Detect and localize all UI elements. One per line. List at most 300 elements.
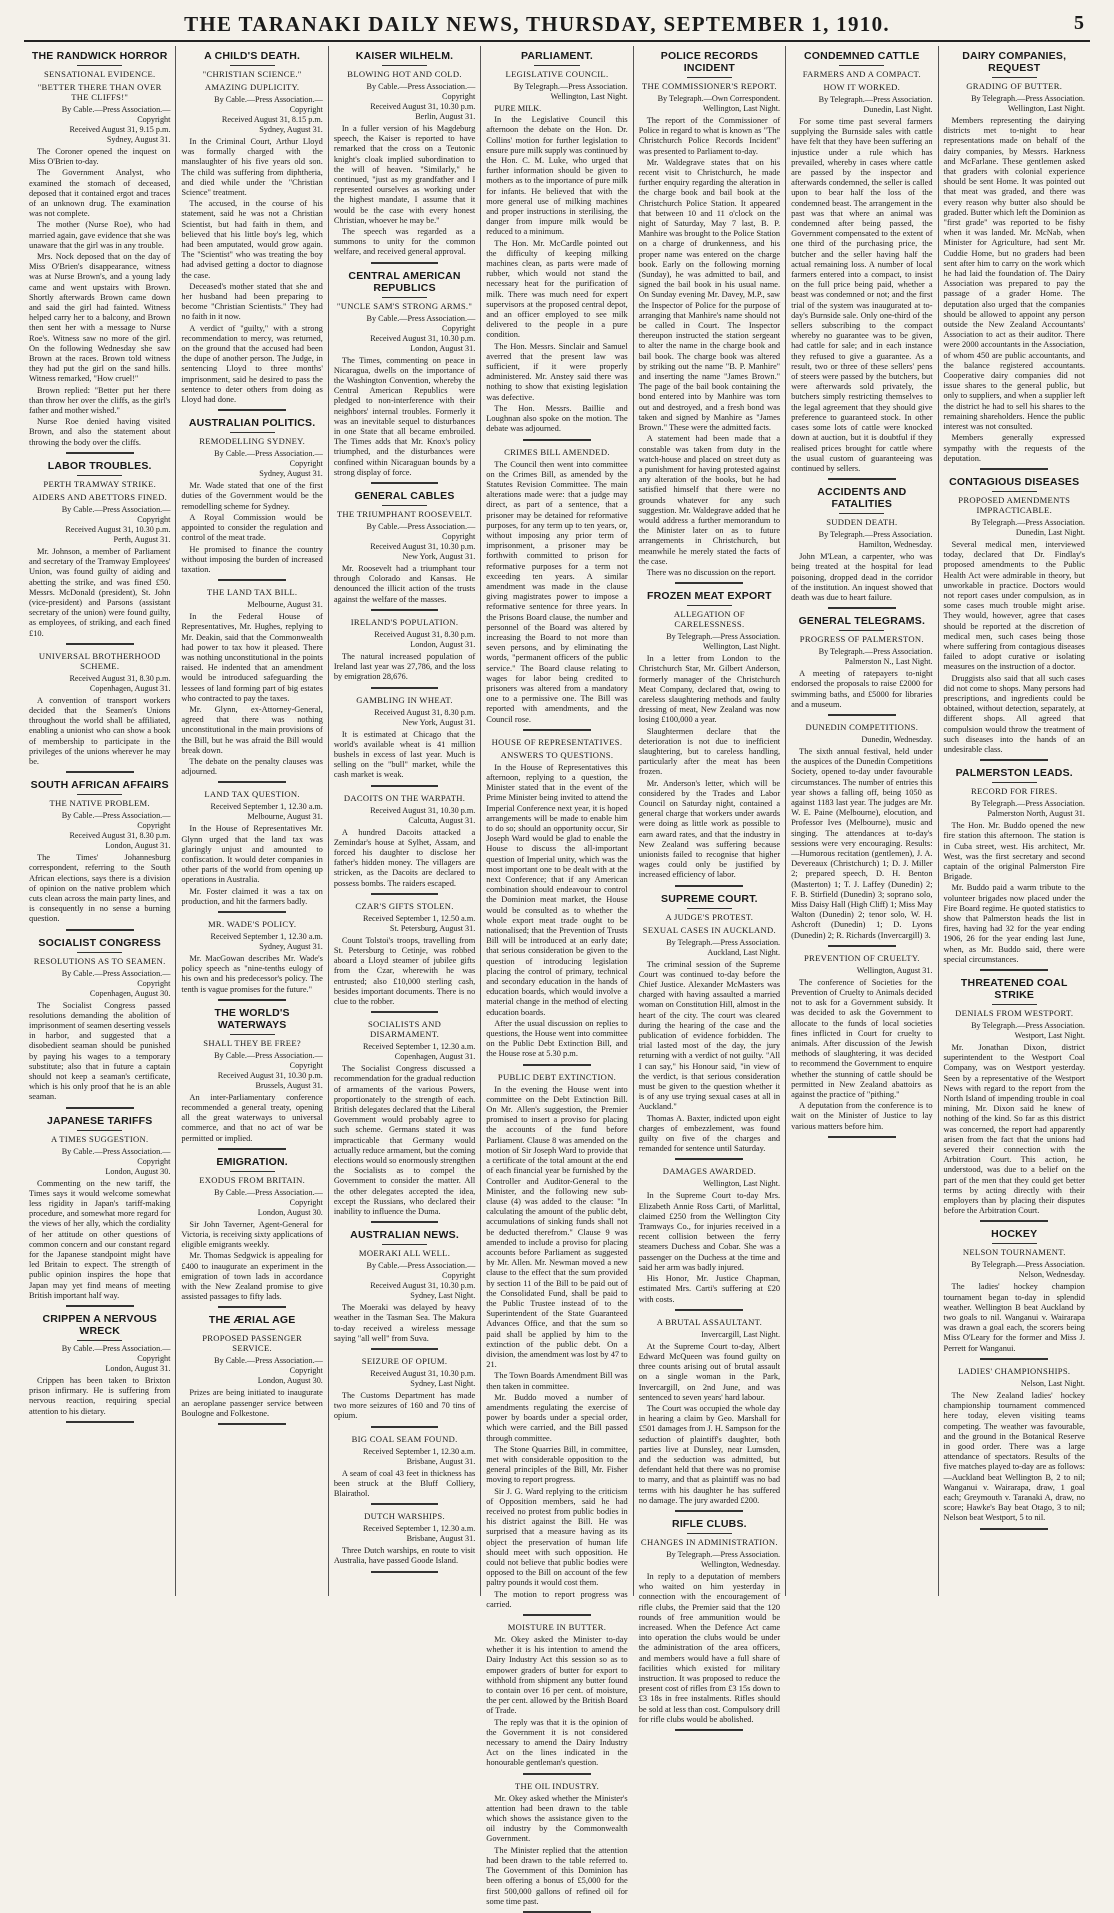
headline: THREATENED COAL STRIKE bbox=[960, 977, 1068, 1002]
dateline bbox=[29, 105, 170, 145]
dateline bbox=[29, 1344, 170, 1374]
article-paragraph: Deceased's mother stated that she and her husband had been preparing to become "Christian Scientists." They had no faith in it now. bbox=[181, 281, 323, 322]
subheadline: SHALL THEY BE FREE? bbox=[203, 1037, 302, 1048]
article-paragraph: Commenting on the new tariff, the Times says it would welcome somewhat less rigidity in Japan's tariff-making procedure, and somewhat more regard for the views of her ally, which the cordiality of her attitude on other questions of common concern and our constant regard for the Japanese standpoint might have led Britain to expect. The strength of public opinion inspires the hope that Japan may yet find means of meeting British important half way. bbox=[29, 1178, 171, 1300]
article-paragraph: The criminal session of the Supreme Court was continued to-day before the Chief Justice. Alexander McMasters was charged with having assaulted a married woman on Constitution Hill, almost in the heart of the city. The court was cleared during the hearing of the case and the publication of evidence forbidden. The trial lasted most of the day, the jury returning with a verdict of not guilty. "All I can say," his Honour said, "in view of the verdict, is that serious consideration must be given to the question whether it is of any use trying sexual cases at all in Auckland." bbox=[638, 959, 781, 1112]
dateline-line: London, August 31. bbox=[105, 841, 171, 851]
article-paragraph: Mr. Wade stated that one of the first duties of the Government would be the remodelling scheme for Sydney. bbox=[181, 481, 323, 511]
article-divider bbox=[675, 1158, 743, 1160]
article-divider bbox=[980, 1528, 1048, 1530]
article-divider bbox=[371, 1011, 439, 1013]
headline-rule bbox=[77, 475, 122, 476]
article bbox=[944, 977, 1085, 1222]
article bbox=[639, 893, 780, 1161]
dateline-line: Wellington, August 31. bbox=[856, 965, 933, 975]
article bbox=[791, 50, 932, 480]
dateline-line: By Cable.—Press Association.—Copyright bbox=[61, 968, 171, 988]
article-paragraph: The conference of Societies for the Prevention of Cruelty to Animals decided not to ask for a Government subsidy. It was decided to ask the Government to allocate to the funds of local societies fines inflicted in Court for cruelty to animals. After discussion of the Jewish methods of slaughtering, it was decided to recommend the Government to enquire whether the stunning of cattle should be permitted in New Zealand abattoirs as against the practice of "pithing." bbox=[791, 977, 933, 1100]
article bbox=[181, 1314, 322, 1425]
dateline-line: By Telegraph.—Own Correspondent. bbox=[657, 94, 781, 103]
headline-rule bbox=[382, 297, 427, 298]
article bbox=[334, 695, 475, 787]
headline: AUSTRALIAN NEWS. bbox=[350, 1229, 459, 1242]
column-4 bbox=[481, 46, 633, 1906]
article-divider bbox=[218, 1148, 286, 1150]
dateline-line: By Telegraph.—Press Association. bbox=[971, 1260, 1085, 1270]
dateline bbox=[791, 95, 932, 115]
dateline bbox=[944, 799, 1085, 819]
article-divider bbox=[371, 785, 439, 787]
dateline bbox=[791, 647, 932, 667]
article-paragraph: The debate on the penalty clauses was adjourned. bbox=[181, 756, 323, 777]
article-divider bbox=[523, 1773, 591, 1775]
article bbox=[334, 1229, 475, 1350]
headline-rule bbox=[534, 65, 579, 66]
article-divider bbox=[675, 1309, 743, 1311]
headline: PARLIAMENT. bbox=[520, 50, 593, 62]
article-paragraph: Prizes are being initiated to inaugurate an aeroplane passenger service between Boulogne and Folkestone. bbox=[181, 1388, 323, 1418]
article-paragraph: Mr. Thomas Sedgwick is appealing for £400 to inaugurate an experiment in the emigration of town lads in accordance with the New Zealand promise to give assisted passages to fifty lads. bbox=[181, 1251, 323, 1302]
headline-rule bbox=[687, 908, 732, 909]
article-paragraph: Count Tolstoi's troops, travelling from St. Petersburg to Cetinje, was robbed aboard a Lloyd steamer of jubilee gifts from the Czar, wherewith he was entrusted; also £10,000 sterling cash, besides important documents. There is no clue to the robber. bbox=[333, 935, 476, 1006]
subheadline: DENIALS FROM WESTPORT. bbox=[955, 1008, 1074, 1019]
subheadline: NELSON TOURNAMENT. bbox=[962, 1247, 1066, 1258]
article-paragraph: Sir John Taverner, Agent-General for Victoria, is receiving sixty applications of eligible emigrants weekly. bbox=[181, 1219, 323, 1250]
article-paragraph: In a fuller version of his Magdeburg speech, the Kaiser is reported to have remarked that the cross on a Teutonic knight's cloak implied subordination to the will of heaven. "Similarly," he continued, "just as my grandfather and I represented ourselves as working under the highest mandate, I assume that it would be the case with every honest Christian, whoever he may be." bbox=[333, 124, 476, 225]
headline-rule bbox=[992, 77, 1037, 78]
headline-rule bbox=[687, 77, 732, 78]
subheadline: "UNCLE SAM'S STRONG ARMS." bbox=[336, 300, 473, 311]
article-divider bbox=[371, 1348, 439, 1350]
dateline-line: By Telegraph.—Press Association. bbox=[666, 632, 781, 642]
headline: GENERAL TELEGRAMS. bbox=[798, 615, 926, 628]
dateline bbox=[944, 1021, 1085, 1041]
article bbox=[334, 490, 475, 611]
headline: RIFLE CLUBS. bbox=[672, 1517, 747, 1530]
dateline bbox=[29, 1147, 170, 1177]
headline-rule bbox=[77, 65, 122, 66]
article-divider bbox=[66, 1305, 134, 1307]
article-divider bbox=[828, 478, 896, 480]
article-paragraph: Sir J. G. Ward replying to the criticism of Opposition members, said he had received no protest from public bodies in his district against the Bill. He was surprised that a measure having as its object the preservation of human life should meet with such opposition. He could not believe that public bodies were opposed to the Bill on account of the few paltry pounds it would cost them. bbox=[486, 1486, 628, 1588]
dateline-line: St. Petersburg, August 31. bbox=[389, 923, 476, 933]
article-paragraph: A meeting of ratepayers to-night endorsed the proposals to raise £2000 for swimming baths, and £5000 for libraries and a museum. bbox=[791, 669, 933, 709]
headline-rule bbox=[687, 1533, 732, 1534]
dateline bbox=[334, 314, 475, 354]
dateline bbox=[334, 1261, 475, 1301]
newspaper-columns bbox=[24, 46, 1090, 1906]
dateline bbox=[639, 94, 780, 114]
article-paragraph: In the House of Representatives Mr. Glynn urged that the land tax was glaringly unjust and amounted to confiscation. It would deter companies in other parts of the world from opening up operations in Australia. bbox=[181, 824, 323, 885]
headline: PALMERSTON LEADS. bbox=[955, 767, 1073, 780]
subheadline: PROGRESS OF PALMERSTON. bbox=[799, 634, 924, 645]
article-paragraph: Mrs. Nock deposed that on the day of Miss O'Brien's disappearance, witness was at Nurse Brown's, and a young lady came and went upstairs with Brown. Shortly afterwards Brown came down and said the girl had fainted. Witness helped carry her to a balcony, and Brown then sent her with a message to Nurse Roe's. Witness saw no more of the girl. On the following Wednesday she saw Brown at the races. Brown told witness they had put the girl on the sand hills. Witness remarked, "How cruel!" bbox=[29, 252, 171, 384]
masthead bbox=[24, 8, 1090, 42]
article bbox=[944, 1366, 1085, 1530]
article-divider bbox=[523, 729, 591, 731]
dateline bbox=[334, 522, 475, 562]
dateline-line: By Telegraph.—Press Association. bbox=[818, 530, 933, 540]
headline: KAISER WILHELM. bbox=[355, 50, 454, 62]
article-paragraph: Mr. Jonathan Dixon, district superintendent to the Westport Coal Company, was on Westport yesterday. Seen by a representative of the Westport News with regard to the report from the North Island of impending trouble in coal mining, Mr. Dixon said he knew of nothing of the kind. So far as this district was concerned, the report had apparently arisen from the fact that the unions had severed their connection with the Arbitration Court. This action, he understood, was due to a belief on the part of the men that they could get better terms by acting directly with their employers than by placing their disputes before the Arbitration Court. bbox=[943, 1043, 1085, 1216]
article bbox=[944, 476, 1085, 761]
article-paragraph: The natural increased population of Ireland last year was 27,786, and the loss by emigration 28,676. bbox=[333, 651, 476, 682]
dateline bbox=[181, 1188, 322, 1218]
dateline-line: Wellington, Last Night. bbox=[1007, 104, 1085, 113]
headline-rule bbox=[687, 605, 732, 606]
dateline bbox=[29, 505, 170, 545]
dateline bbox=[791, 966, 932, 976]
article-paragraph: PURE MILK. bbox=[494, 104, 542, 113]
article-paragraph: He promised to finance the country without imposing the burden of increased taxation. bbox=[181, 544, 323, 574]
headline-rule bbox=[992, 1004, 1037, 1005]
article-paragraph: A deputation from the conference is to wait on the Minister of Justice to lay various matters before him. bbox=[791, 1101, 933, 1131]
dateline bbox=[334, 82, 475, 122]
article-divider bbox=[675, 1510, 743, 1512]
article bbox=[29, 460, 170, 645]
article-paragraph: The speech was regarded as a summons to unity for the common welfare, and received general approval. bbox=[333, 227, 476, 257]
dateline bbox=[334, 1524, 475, 1544]
headline: A CHILD'S DEATH. bbox=[204, 50, 301, 62]
subheadline: DUTCH WARSHIPS. bbox=[364, 1511, 445, 1522]
article-paragraph: In a letter from London to the Christchurch Star, Mr. Gilbert Anderson, formerly manager of the Christchurch Meat Company, declared that, owing to careless slaughtering methods and faulty dressing of meat, New Zealand was now losing £100,000 a year. bbox=[638, 654, 781, 725]
dateline-line: Dunedin, Last Night. bbox=[863, 105, 933, 114]
article bbox=[944, 767, 1085, 971]
article-divider bbox=[371, 687, 439, 689]
headline: DAIRY COMPANIES, REQUEST bbox=[962, 50, 1067, 74]
article bbox=[334, 50, 475, 264]
dateline-line: By Cable.—Press Association.—Copyright bbox=[366, 82, 476, 101]
subheadline: EXODUS FROM BRITAIN. bbox=[199, 1174, 306, 1185]
dateline-line: Nelson, Last Night. bbox=[1020, 1378, 1085, 1388]
article bbox=[334, 793, 475, 895]
column-3 bbox=[329, 46, 481, 1596]
dateline-line: Received August 31, 8.30 p.m. bbox=[374, 629, 476, 639]
dateline-line: Copenhagen, August 30. bbox=[89, 988, 171, 998]
article-divider bbox=[980, 468, 1048, 470]
article-paragraph: The accused, in the course of his statement, said he was not a Christian Scientist, but had faith in them, and believed that his little boy's leg, which had been amputated, would grow again. The "Scientist" who was treating the boy had advised getting a doctor to diagnose the case. bbox=[181, 199, 323, 280]
headline: SUPREME COURT. bbox=[661, 892, 758, 905]
dateline bbox=[181, 1051, 322, 1091]
subheadline: DUNEDIN COMPETITIONS. bbox=[805, 721, 919, 732]
article-divider bbox=[523, 439, 591, 441]
dateline bbox=[181, 1356, 322, 1386]
headline-rule bbox=[77, 952, 122, 953]
dateline bbox=[181, 932, 322, 952]
dateline bbox=[181, 600, 322, 610]
article bbox=[486, 1781, 627, 1913]
dateline-line: By Telegraph.—Press Association. bbox=[818, 647, 933, 657]
dateline-line: By Telegraph.—Press Association. bbox=[666, 937, 781, 947]
dateline-line: Received August 31, 10.30 p.m. bbox=[217, 1070, 323, 1080]
dateline-line: By Telegraph.—Press Association. bbox=[818, 95, 933, 104]
article-paragraph: An inter-Parliamentary conference recommended a general treaty, opening all the great waterways to universal commerce, and that no act of war be permitted or implied. bbox=[181, 1092, 323, 1143]
article-paragraph: The Government Analyst, who examined the stomach of deceased, deposed that it contained ergot and traces of an unknown drug. The examination was not complete. bbox=[29, 168, 171, 219]
dateline-line: London, August 31. bbox=[410, 639, 476, 649]
headline-rule bbox=[230, 432, 275, 433]
article-divider bbox=[371, 1571, 439, 1573]
dateline-line: By Cable.—Press Association.—Copyright bbox=[214, 95, 323, 114]
headline-rule bbox=[77, 1130, 122, 1131]
article-divider bbox=[523, 1064, 591, 1066]
subheadline: AIDERS AND ABETTORS FINED. bbox=[32, 491, 168, 502]
subheadline: CRIMES BILL AMENDED. bbox=[504, 446, 610, 457]
article-paragraph: The Hon. Mr. Buddo opened the new fire station this afternoon. The station is in Cuba street, west. His architect, Mr. West, was the first secretary and second captain of the original Palmerston Fire Brigade. bbox=[943, 821, 1085, 882]
subheadline: THE NATIVE PROBLEM. bbox=[49, 798, 150, 809]
article-divider bbox=[218, 911, 286, 913]
subheadline: DACOITS ON THE WARPATH. bbox=[343, 792, 466, 803]
article bbox=[334, 1434, 475, 1506]
article-divider bbox=[828, 607, 896, 609]
dateline-line: Received September 1, 12.30 a.m. bbox=[210, 802, 323, 812]
subheadline: SOCIALISTS AND DISARMAMENT. bbox=[367, 1019, 442, 1040]
article-paragraph: In the House of Representatives this afternoon, replying to a question, the Minister stated that in the event of the Prime Minister being invited to attend the Imperial Conference next year, it is hoped arrangements will be made to enable him to do so; should an opportunity occur, Sir Joseph Ward would be glad to enable the House to discuss the all-important question of Imperial unity, which was the most important one to be dealt with at the next Conference; that if any American combination should endeavour to control the Dominion meat market, the House would be consulted as to whether the whole export meat trade ought to be nationalised; that the Prevention of Trusts Bill will be introduced at an early date; that serious consideration be given to the question of introducing legislation placing the control of primary, technical and secondary education in the hands of education boards, which would involve a material change in the method of electing education boards. bbox=[486, 762, 628, 1017]
subheadline: PERTH TRAMWAY STRIKE. bbox=[43, 478, 157, 489]
dateline bbox=[944, 518, 1085, 538]
dateline bbox=[639, 1179, 780, 1189]
dateline-line: Calcutta, August 31. bbox=[408, 815, 476, 825]
article-divider bbox=[66, 929, 134, 931]
article bbox=[29, 1115, 170, 1307]
article-divider bbox=[218, 1423, 286, 1425]
article-paragraph: Mr. Okey asked whether the Minister's attention had been drawn to the table which shows the assistance given to the oil industry by the Commonwealth Government. bbox=[486, 1793, 628, 1844]
article bbox=[29, 779, 170, 930]
headline-rule bbox=[77, 1340, 122, 1341]
column-1 bbox=[24, 46, 176, 1596]
article-paragraph: The Customs Department has made two more seizures of 160 and 70 tins of opium. bbox=[333, 1391, 476, 1421]
article-paragraph: The Socialist Congress discussed a recommendation for the gradual reduction of armaments of the various Powers, proportionately to the strength of each. British delegates declared that the Liberal Government would probably agree to such scheme. Germans stated it was impracticable that Germany would actually reduce armament, but the coming elections would so enormously strengthen the Socialists as to compel the Government to consider the matter. All the other delegates accepted the idea, except the Russians, who declared their inability to influence the Duma. bbox=[333, 1064, 476, 1216]
headline-rule bbox=[839, 630, 884, 631]
article-divider bbox=[371, 1426, 439, 1428]
dateline bbox=[29, 969, 170, 999]
article-paragraph: In the Federal House of Representatives, Mr. Hughes, replying to Mr. Deakin, said that the Commonwealth had power to tax how it pleased. There was nothing unconstitutional in the points raised. He indented that an amendment would be introduced safeguarding the lessees of land forming part of big estates who contracted to pay the taxes. bbox=[181, 612, 323, 703]
subheadline: THE COMMISSIONER'S REPORT. bbox=[641, 81, 777, 91]
article-paragraph: Several medical men, interviewed today, declared that Dr. Findlay's proposed amendments to the Public Health Act were admirable in theory, but unworkable in practice. Doctors would not report cases under compulsion, as in some cases much trouble might arise. They would, however, agree that cases should be reported at the discretion of medical men, such cases being those where suffering from contagious diseases failed to adopt curative or isolating measures on the instruction of a doctor. bbox=[943, 539, 1085, 672]
dateline-line: By Telegraph.—Press Association. bbox=[513, 82, 628, 91]
newspaper-title: THE TARANAKI DAILY NEWS, THURSDAY, SEPTEMBER 1, 1910. bbox=[184, 12, 890, 36]
article bbox=[181, 417, 322, 581]
article-paragraph: The Council then went into committee on the Crimes Bill, as amended by the Statutes Revision Committee. The main alterations made were: that a judge may direct, as part of a sentence, that a prisoner may be detained for reformative purposes, for any term up to ten years, or, without imposing any prior term of imprisonment, a prisoner may be forthwith committed to prison for reformative purposes for a term not exceeding ten years. A similar amendment was made in the clause giving magistrates power to impose a reformative sentence for three years. In the Prisons Board clause, the number and personnel of the Board was altered by increasing the Board to not more than seven persons, and by eliminating the words, "permanent officers of the public service." The Board clause relating to wages for labor being credited to prisoners was altered from a mandatory one to a permissive one. The Bill was reported with amendments, and the Council rose. bbox=[486, 459, 628, 724]
headline-rule bbox=[230, 1034, 275, 1035]
article bbox=[639, 1317, 780, 1512]
article-paragraph: It is estimated at Chicago that the world's available wheat is 41 million bushels in excess of last year. Much is selling on the "bull" market, while the cash market is weak. bbox=[333, 729, 476, 780]
dateline-line: Received September 1, 12.30 a.m. bbox=[362, 1446, 476, 1456]
article-divider bbox=[66, 771, 134, 773]
dateline-line: By Cable.—Press Association.—Copyright bbox=[366, 1261, 476, 1281]
dateline-line: By Telegraph.—Press Association. bbox=[971, 1021, 1085, 1031]
subheadline: RESOLUTIONS AS TO SEAMEN. bbox=[33, 955, 166, 966]
dateline-line: Palmerston North, August 31. bbox=[987, 809, 1085, 819]
article-paragraph: The Hon. Messrs. Baillie and Loughnan also spoke on the motion. The debate was adjourned. bbox=[486, 403, 628, 434]
headline-rule bbox=[382, 505, 427, 506]
article-paragraph: His Honor, Mr. Justice Chapman, estimated Mrs. Carti's suffering at £20 with costs. bbox=[638, 1274, 781, 1304]
dateline-line: Received August 31, 10.30 p.m. bbox=[370, 102, 476, 111]
dateline-line: London, August 30. bbox=[257, 1376, 323, 1386]
article-paragraph: In the Legislative Council this afternoon the debate on the Hon. Dr. Collins' motion for further legislation to ensure pure milk supply was continued by the Hon. C. M. Luke, who urged that further information should be given to mothers as to the importance of pure milk for infants. He believed that with the more general use of milking machines and proper instructions in sterilising, the danger from impure milk would be reduced to a minimum. bbox=[486, 115, 628, 237]
article bbox=[29, 651, 170, 773]
article-paragraph: Druggists also said that all such cases did not come to shops. Many persons had prescriptions, and ingredients could be obtained, without detection, separately, at different shops. All agreed that compulsion would throw the treatment of such diseases into the hands of an undesirable class. bbox=[943, 673, 1085, 754]
dateline-line: By Cable.—Press Association.—Copyright bbox=[61, 811, 171, 831]
article-divider bbox=[371, 609, 439, 611]
subheadline: BIG COAL SEAM FOUND. bbox=[351, 1433, 458, 1444]
dateline-line: By Telegraph.—Press Association. bbox=[971, 517, 1085, 527]
article-divider bbox=[371, 262, 439, 264]
headline-rule bbox=[77, 794, 122, 795]
article-paragraph: At the Supreme Court to-day, Albert Edward McQueen was found guilty on three counts arising out of brutal assault on a single woman in the Park, Invercargill, on 2nd June, and was sentenced to seven years' hard labour. bbox=[638, 1341, 781, 1402]
subheadline: ANSWERS TO QUESTIONS. bbox=[500, 749, 614, 760]
article bbox=[639, 50, 780, 584]
article bbox=[791, 953, 932, 1138]
article bbox=[334, 1511, 475, 1572]
article-paragraph: Mr. Foster claimed it was a tax on production, and hit the farmers badly. bbox=[181, 886, 323, 906]
column-7 bbox=[939, 46, 1090, 1596]
dateline-line: Sydney, August 31. bbox=[259, 941, 323, 951]
dateline-line: Received September 1, 12.30 a.m. bbox=[210, 931, 323, 941]
dateline bbox=[29, 811, 170, 851]
dateline-line: Wellington, Last Night. bbox=[550, 92, 628, 101]
dateline bbox=[181, 802, 322, 822]
dateline-line: Wellington, Last Night. bbox=[702, 104, 781, 113]
dateline-line: Received August 31, 8.30 p.m. bbox=[69, 673, 171, 683]
article bbox=[181, 1156, 322, 1309]
dateline-line: London, August 30. bbox=[105, 1166, 171, 1176]
headline: CRIPPEN A NERVOUS WRECK bbox=[42, 1313, 157, 1338]
dateline bbox=[181, 449, 322, 479]
dateline-line: Invercargill, Last Night. bbox=[701, 1329, 781, 1339]
article bbox=[639, 1518, 780, 1731]
subheadline: REMODELLING SYDNEY. bbox=[199, 436, 306, 447]
subheadline: UNIVERSAL BROTHERHOOD SCHEME. bbox=[38, 650, 161, 671]
subheadline: IRELAND'S POPULATION. bbox=[350, 616, 459, 627]
article bbox=[791, 615, 932, 716]
column-5 bbox=[634, 46, 786, 1724]
article-paragraph: Mr. Waldegrave states that on his recent visit to Christchurch, he made further enquiry regarding the alteration in the charge book and bail book at the Christchurch Police Station. It appeared that between 10 and 11 o'clock on the night of Saturday, May 7 last, B. P. Manhire was brought to the Police Station on a charge of drunkenness, and his proper name was entered on the charge book. Early on the following morning (Sunday), he was admitted to bail, and signed the bail book in his usual name. On Sunday evening Mr. Davey, M.P., saw the Inspector of Police for the purpose of arranging that Manhire's name should not be called in Court. The Inspector thereupon instructed the station sergeant to alter the name in the charge book and bail book. The charge book was altered by striking out the name "B. P. Manhire" and inserting the name "James Brown." The page of the bail book containing the bond entered into by Manhire was torn out and destroyed, and a fresh bond was taken and signed by Manhire as "James Brown." These were the admitted facts. bbox=[638, 157, 781, 433]
subheadline: PUBLIC DEBT EXTINCTION. bbox=[497, 1071, 617, 1082]
dateline bbox=[486, 82, 627, 102]
subheadline: A JUDGE'S PROTEST. bbox=[665, 911, 754, 922]
dateline-line: Nelson, Wednesday. bbox=[1018, 1270, 1085, 1280]
article-paragraph: Mr. Glynn, ex-Attorney-General, agreed that there was nothing unconstitutional in the main provisions of the Bill, but he was afraid the Bill would break down. bbox=[181, 704, 323, 755]
article-paragraph: After the usual discussion on replies to questions, the House went into committee on the Public Debt Extinction Bill, and the House rose at 5.30 p.m. bbox=[486, 1018, 628, 1059]
subheadline: MR. WADE'S POLICY. bbox=[207, 918, 297, 929]
dateline-line: Wellington, Wednesday. bbox=[700, 1559, 781, 1569]
dateline-line: By Cable.—Press Association.—Copyright bbox=[61, 1146, 171, 1166]
subheadline: PREVENTION OF CRUELTY. bbox=[803, 952, 920, 963]
article-paragraph: Mr. Okey asked the Minister to-day whether it is his intention to amend the Dairy Industry Act this session so as to empower graders of butter for export to withhold from shipment any butter found to contain over 16 per cent. of moisture, the per cent. allowed by the British Board of Trade. bbox=[486, 1635, 628, 1716]
article-paragraph: Mr. MacGowan describes Mr. Wade's policy speech as "nine-tenths eulogy of his own and his predecessor's policy. The tenth is vague promises for the future." bbox=[181, 953, 323, 994]
subheadline: PROPOSED PASSENGER SERVICE. bbox=[202, 1333, 303, 1354]
dateline-line: Palmerston N., Last Night. bbox=[844, 657, 933, 667]
article-paragraph: A seam of coal 43 feet in thickness has been struck at the Bluff Colliery, Blairathol. bbox=[333, 1468, 476, 1499]
dateline-line: Received August 31, 10.30 p.m. bbox=[370, 805, 476, 815]
article bbox=[181, 789, 322, 913]
subheadline: "CHRISTIAN SCIENCE." bbox=[202, 69, 302, 79]
dateline-line: Sydney, Last Night. bbox=[410, 1379, 476, 1389]
article-paragraph: The sixth annual festival, held under the auspices of the Dunedin Competitions Society, opened to-day under favourable circumstances. The number of entries this year shows a falling off, being 1050 as against 1183 last year. The judges are Mr. W. E. Paine (Melbourne), elocution, and Professor Ives (Melbourne), music and singing. The attendances at to-day's sessions were very encouraging. Results:—Humorous recitation (gentlemen), J. A. Devereaux (Christchurch) 1; D. J. Miller 2; prepared speech, D. H. Benton (Masterton) 1; T. J. Laffey (Dunedin) 2; F. B. Stirfield (Dunedin) 3; soprano solo, Miss Daisy Hall (High Cliff) 1; Miss May Walton (Dunedin) 2; tenor solo, W. H. Ashcroft (Dunedin) 1; D. Lyons (Dunedin) 2; R. Richards (Invercargill) 3. bbox=[791, 746, 933, 940]
dateline-line: Received August 31, 8.15 p.m. bbox=[221, 115, 323, 124]
article-paragraph: Brown replied: "Better put her there than throw her over the cliffs, as the girl's father and mother wished." bbox=[29, 385, 171, 416]
headline: SOCIALIST CONGRESS bbox=[38, 936, 162, 949]
dateline bbox=[334, 1447, 475, 1467]
headline: SOUTH AFRICAN AFFAIRS bbox=[30, 779, 169, 792]
article-paragraph: A Royal Commission would be appointed to consider the regulation and control of the meat trade. bbox=[181, 512, 323, 543]
dateline-line: New York, August 31. bbox=[402, 552, 476, 562]
article-paragraph: In reply to a deputation of members who waited on him yesterday in connection with the encouragement of rifle clubs, the Premier said that the 120 rounds of free ammunition would be increased. When the Defence Act came into operation the clubs would be under the administration of the area officers, and members would have a full share of facilities which existed for military instruction. It was proposed to reduce the present cost of rifles from £3 15s down to £3 18s in free instalments. Rifles should be sold at less than cost. Compulsory drill for rifle clubs would be abolished. bbox=[638, 1571, 781, 1724]
article-divider bbox=[371, 482, 439, 484]
subheadline: HOW IT WORKED. bbox=[823, 82, 901, 92]
article bbox=[29, 1313, 170, 1423]
headline: FROZEN MEAT EXPORT bbox=[647, 590, 772, 603]
column-2 bbox=[176, 46, 328, 1596]
subheadline: MOERAKI ALL WELL. bbox=[358, 1248, 451, 1259]
dateline bbox=[334, 708, 475, 728]
article bbox=[181, 50, 322, 411]
article bbox=[181, 587, 322, 783]
dateline-line: London, August 31. bbox=[105, 1364, 171, 1374]
headline: CONDEMNED CATTLE bbox=[804, 50, 920, 62]
article-paragraph: A statement had been made that a constable was taken from duty in the watch-house and placed on street duty as a punishment for having protested against any alteration of the books, but he had satisfied himself that there were no grounds whatever for any such suggestion. Mr. Waldegrave added that he would address a further memorandum to the Minister later on as to future arrangements in Christchurch, but meanwhile he merely stated the facts of the case. bbox=[638, 434, 781, 566]
headline: JAPANESE TARIFFS bbox=[46, 1114, 153, 1127]
dateline-line: Brisbane, August 31. bbox=[406, 1456, 476, 1466]
subheadline: ALLEGATION OF CARELESSNESS. bbox=[673, 609, 745, 630]
article-divider bbox=[66, 452, 134, 454]
article-divider bbox=[371, 1503, 439, 1505]
subheadline: A TIMES SUGGESTION. bbox=[50, 1133, 149, 1144]
article-paragraph: The motion to report progress was carried. bbox=[486, 1589, 628, 1609]
dateline bbox=[334, 1369, 475, 1389]
article-paragraph: The Stone Quarries Bill, in committee, met with considerable opposition to the general principles of the Bill, Mr. Fisher moving to report progress. bbox=[486, 1444, 628, 1485]
subheadline: BLOWING HOT AND COLD. bbox=[347, 69, 462, 79]
article bbox=[486, 737, 627, 1066]
dateline-line: Received August 31, 10.30 p.m. bbox=[370, 1281, 476, 1291]
headline: THE ÆRIAL AGE bbox=[208, 1314, 296, 1327]
article-paragraph: The Times, commenting on peace in Nicaragua, dwells on the importance of the Washington Convention, whereby the Central American Republics were pledged to non-interference with their neighbors' internal troubles. Formerly it was an inevitable sequel to disturbances in one State that all became embroiled. The Times adds that Mr. Knox's policy triumphed, and the disturbances were confined within Nicaraguan bounds by a strong display of force. bbox=[333, 355, 476, 477]
column-6 bbox=[786, 46, 938, 1596]
subheadline: DAMAGES AWARDED. bbox=[662, 1166, 757, 1177]
article-paragraph: Members representing the dairying districts met to-night to hear representations made on behalf of the dairy companies, by Messrs. Harkness and McFarlane. These gentlemen asked that graders with colonial experience should be sent Home. It was pointed out that meat was graded, and there was every reason why butter also should be graded. Butter which left the Dominion as "first grade" was reported to be fishy when it was landed. Mr. McNab, when Minister for Agriculture, had sent Mr. Cuddie Home, but no graders had been sent after him to carry on the work which he had laid the foundation of. The Dairy Association was prepared to pay the passage of a grader Home. The deputation also urged that the companies should be allowed to appoint any person outside the New Zealand Accountants' Association to act as their auditor. There were 2000 accountants in the Association, of whom 450 are public accountants, and the balance registered accountants. Cooperative dairy companies did not issue shares to the general public, but only to suppliers, and when a supplier left the district he had to sell his shares to the remaining shareholders. Hence the public interest was not consulted. bbox=[943, 116, 1085, 432]
article-paragraph: Mr. Buddo paid a warm tribute to the volunteer brigades now placed under the Fire Board regime. He quoted statistics to show that Palmerston heads the list in fires, having had 32 for the year ending 1906, 26 for the year ending last June, when, as Mr. Buddo said, there were special circumstances. bbox=[943, 883, 1085, 964]
dateline-line: By Cable.—Press Association.—Copyright bbox=[214, 1356, 323, 1376]
dateline-line: By Telegraph.—Press Association. bbox=[666, 1549, 781, 1559]
article-paragraph: Crippen has been taken to Brixton prison infirmary. He is suffering from nervous reaction, requiring special attention to his dietary. bbox=[29, 1376, 171, 1416]
dateline-line: Hamilton, Wednesday. bbox=[858, 540, 933, 550]
dateline-line: Received September 1, 12.30 a.m. bbox=[362, 1524, 476, 1534]
dateline-line: Wellington, Last Night. bbox=[702, 1179, 781, 1189]
dateline-line: London, August 30. bbox=[257, 1207, 323, 1217]
headline: HOCKEY bbox=[991, 1228, 1038, 1241]
article bbox=[334, 1019, 475, 1223]
dateline-line: Copenhagen, August 31. bbox=[394, 1052, 476, 1062]
article-paragraph: In the Supreme Court to-day Mrs. Elizabeth Annie Ross Carti, of Marlittal, claimed £250 from the Wellington City Tramways Co., for injuries received in a recent collision between the ferry steamers Duchess and Cobar. She was a passenger on the Duchess at the time and said her arm was badly injured. bbox=[638, 1191, 781, 1272]
article-divider bbox=[218, 409, 286, 411]
subheadline: SEIZURE OF OPIUM. bbox=[361, 1356, 448, 1367]
dateline-line: By Cable.—Press Association.—Copyright bbox=[214, 1187, 323, 1207]
subheadline: A BRUTAL ASSAULTANT. bbox=[656, 1316, 763, 1327]
headline-rule bbox=[230, 1171, 275, 1172]
dateline-line: By Cable.—Press Association.—Copyright bbox=[366, 522, 476, 542]
article-paragraph: Members generally expressed sympathy with the requests of the deputation. bbox=[943, 433, 1085, 463]
subheadline: HOUSE OF REPRESENTATIVES. bbox=[491, 736, 623, 747]
dateline-line: Perth, August 31. bbox=[113, 534, 171, 544]
dateline bbox=[791, 735, 932, 745]
dateline-line: Berlin, August 31. bbox=[415, 112, 476, 121]
dateline-line: Received August 31, 10.30 p.m. bbox=[370, 333, 476, 343]
headline: CONTAGIOUS DISEASES bbox=[949, 475, 1080, 488]
headline: THE RANDWICK HORROR bbox=[31, 50, 168, 62]
headline-rule bbox=[992, 1243, 1037, 1244]
subheadline: "BETTER THERE THAN OVER THE CLIFFS!" bbox=[37, 82, 162, 102]
article-paragraph: Nurse Roe denied having visited Brown, and also the statement about throwing the body over the cliffs. bbox=[29, 417, 171, 447]
